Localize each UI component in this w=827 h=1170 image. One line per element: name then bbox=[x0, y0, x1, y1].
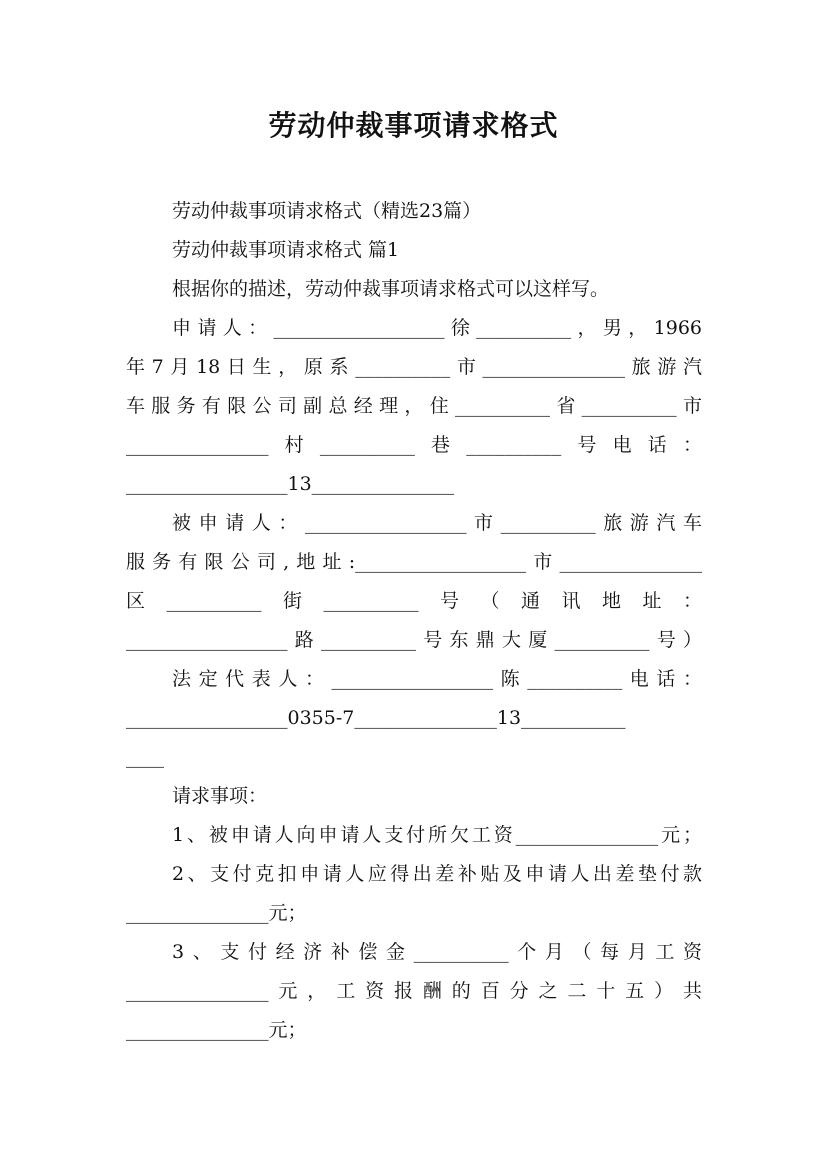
paragraph-line: 法定代表人：_________________陈__________电话： bbox=[172, 668, 702, 690]
paragraph-line: 根据你的描述，劳动仲裁事项请求格式可以这样写。 bbox=[172, 278, 610, 300]
paragraph-line: _______________村__________巷__________号电话： bbox=[126, 434, 702, 456]
paragraph-line: 1、被申请人向申请人支付所欠工资_______________元； bbox=[172, 824, 702, 846]
paragraph-line: 劳动仲裁事项请求格式 篇1 bbox=[172, 239, 400, 261]
paragraph-line: _________________路__________号东鼎大厦__________号） bbox=[126, 629, 702, 651]
paragraph-line: ____ bbox=[126, 746, 164, 768]
paragraph-line: _________________13_______________ bbox=[126, 473, 455, 495]
paragraph-line: 劳动仲裁事项请求格式（精选23篇） bbox=[172, 200, 482, 222]
paragraph-line: 年7月18日生，原系__________市_______________旅游汽 bbox=[126, 356, 702, 378]
paragraph-line: _______________元，工资报酬的百分之二十五）共 bbox=[126, 980, 702, 1002]
paragraph-line: 车服务有限公司副总经理，住__________省__________市 bbox=[126, 395, 702, 417]
paragraph-line: _______________元； bbox=[126, 1019, 307, 1041]
paragraph-line: 区__________街__________号（通讯地址： bbox=[126, 590, 702, 612]
paragraph-line: 被申请人：_________________市__________旅游汽车 bbox=[172, 512, 702, 534]
paragraph-line: _______________元； bbox=[126, 902, 307, 924]
paragraph-line: 服务有限公司,地址:__________________市_______________ bbox=[126, 551, 702, 573]
section-heading: 请求事项： bbox=[172, 785, 268, 807]
paragraph-line: 3、支付经济补偿金__________个月（每月工资 bbox=[172, 941, 702, 963]
paragraph-line: 2、支付克扣申请人应得出差补贴及申请人出差垫付款 bbox=[172, 863, 702, 885]
paragraph-line: _________________0355-7_______________13___________ bbox=[126, 707, 626, 729]
paragraph-line: 申请人：__________________徐__________，男，1966 bbox=[172, 317, 702, 339]
document-title: 劳动仲裁事项请求格式 bbox=[268, 109, 559, 142]
